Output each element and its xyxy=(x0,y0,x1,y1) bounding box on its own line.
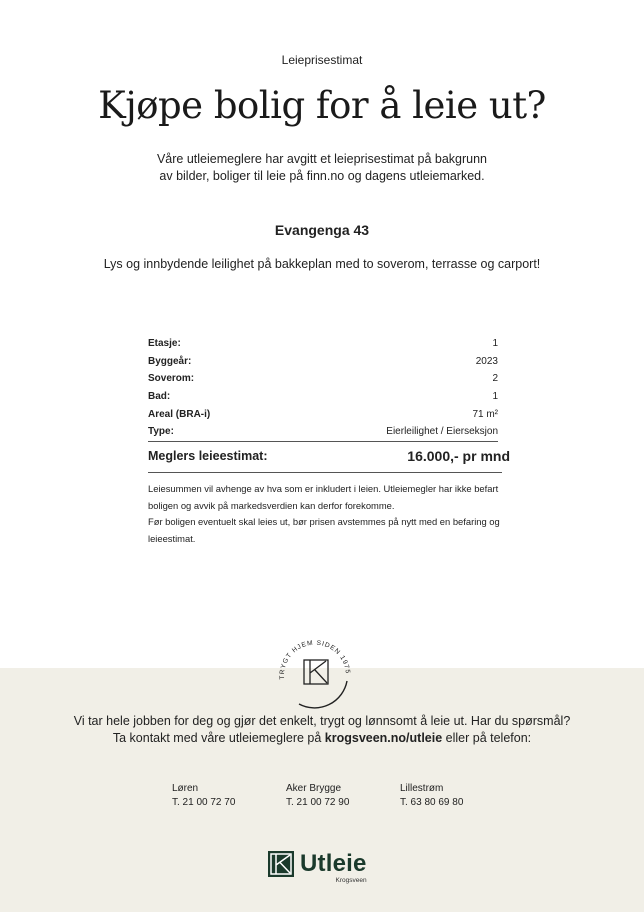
fact-label: Type: xyxy=(148,426,174,438)
estimate-label: Meglers leieestimat: xyxy=(148,449,268,463)
office-name: Løren xyxy=(172,783,199,794)
office-name: Aker Brygge xyxy=(286,783,342,794)
fact-label: Etasje: xyxy=(148,338,181,350)
fact-value: 1 xyxy=(492,391,498,403)
logo-subtext: Krogsveen xyxy=(335,877,367,884)
fact-label: Bad: xyxy=(148,391,171,403)
fact-row-areal xyxy=(148,405,498,423)
fact-value: 2023 xyxy=(475,355,498,367)
estimate-value: 16.000,- pr mnd xyxy=(407,448,510,464)
cta-line-2 xyxy=(30,730,614,747)
eyebrow: Leieprisestimat xyxy=(281,53,363,67)
property-tagline: Lys og innbydende leilighet på bakkeplan med to soverom, terrasse og carport! xyxy=(103,257,541,271)
fact-label: Areal (BRA-i) xyxy=(148,408,211,420)
property-address: Evangenga 43 xyxy=(274,222,370,238)
call-to-action xyxy=(30,713,614,747)
fact-row-type xyxy=(148,423,498,442)
note-paragraph-1: Leiesummen vil avhenge av hva som er inkludert i leien. Utleiemegler har ikke befart boligen og avvik på markedsverdien kan derfor forekomme. xyxy=(148,483,499,511)
seal-logo-icon xyxy=(277,635,353,711)
fact-row-soverom xyxy=(148,370,498,388)
fact-label: Byggeår: xyxy=(148,355,192,367)
logo-wordmark: Utleie xyxy=(300,850,367,877)
disclaimer-note xyxy=(148,481,510,547)
office-aker-brygge xyxy=(286,782,400,810)
brand-logo xyxy=(268,851,367,885)
office-phone[interactable]: T. 63 80 69 80 xyxy=(400,797,464,808)
website-link[interactable]: krogsveen.no/utleie xyxy=(324,731,443,745)
office-phone[interactable]: T. 21 00 72 70 xyxy=(172,797,236,808)
rent-estimate xyxy=(148,448,510,464)
divider xyxy=(148,472,502,473)
fact-value: 1 xyxy=(492,338,498,350)
office-loren xyxy=(172,782,286,810)
facts-table xyxy=(148,335,498,442)
office-list xyxy=(172,782,514,810)
cta-suffix: eller på telefon: xyxy=(442,731,532,745)
krogsveen-k-icon xyxy=(268,851,294,877)
fact-value: Eierleilighet / Eierseksjon xyxy=(386,426,498,438)
intro-line-1: Våre utleiemeglere har avgitt et leieprisestimat på bakgrunn xyxy=(156,152,488,166)
intro-line-2: av bilder, boliger til leie på finn.no og dagens utleiemarked. xyxy=(159,169,485,183)
fact-row-bad xyxy=(148,388,498,406)
cta-line-1: Vi tar hele jobben for deg og gjør det enkelt, trygt og lønnsomt å leie ut. Har du spørsmål? xyxy=(73,714,571,728)
fact-label: Soverom: xyxy=(148,373,195,385)
fact-value: 2 xyxy=(492,373,498,385)
note-paragraph-2: Før boligen eventuelt skal leies ut, bør prisen avstemmes på nytt med en befaring og leieestimat. xyxy=(148,516,500,544)
fact-row-etasje xyxy=(148,335,498,353)
cta-prefix: Ta kontakt med våre utleiemeglere på xyxy=(112,731,325,745)
office-lillestrom xyxy=(400,782,514,810)
fact-row-byggeaar xyxy=(148,353,498,371)
fact-value: 71 m² xyxy=(472,408,498,420)
page-title: Kjøpe bolig for å leie ut? xyxy=(98,84,546,127)
office-phone[interactable]: T. 21 00 72 90 xyxy=(286,797,350,808)
seal-text: TRYGT HJEM SIDEN 1975 xyxy=(278,639,352,680)
office-name: Lillestrøm xyxy=(400,783,444,794)
intro-text xyxy=(112,151,532,185)
